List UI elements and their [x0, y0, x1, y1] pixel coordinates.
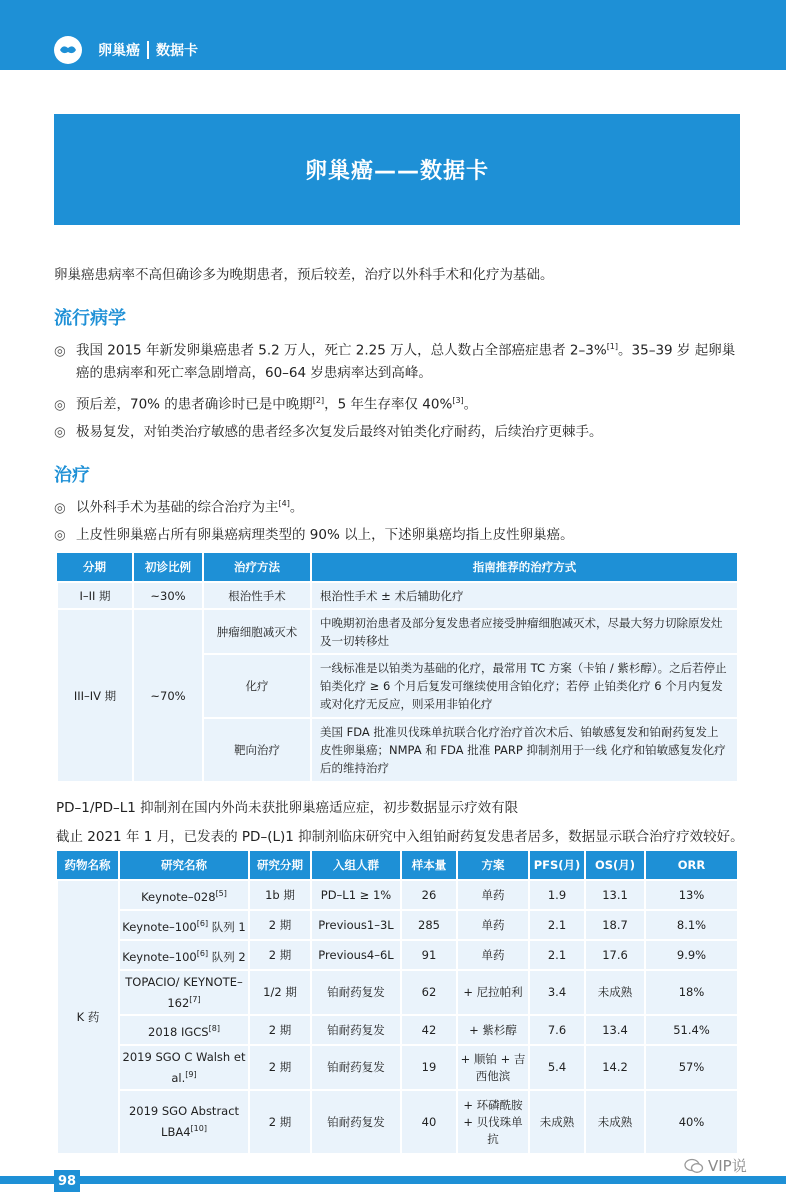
n-cell: 19 [401, 1045, 457, 1090]
pfs-cell: 7.6 [529, 1015, 585, 1045]
watermark-text: VIP说 [708, 1157, 747, 1175]
os-cell: 未成熟 [585, 1090, 645, 1154]
orr-cell: 13% [645, 880, 738, 910]
guideline-cell: 中晚期初治患者及部分复发患者应接受肿瘤细胞减灭术，尽最大努力切除原发灶及一切转移灶 [311, 609, 738, 654]
phase-cell: 2 期 [249, 1015, 311, 1045]
header-cell: 治疗方法 [203, 553, 311, 582]
n-cell: 285 [401, 910, 457, 940]
method-cell: 肿瘤细胞减灭术 [203, 609, 311, 654]
n-cell: 91 [401, 940, 457, 970]
ratio-cell: ~30% [133, 582, 203, 609]
wechat-icon [684, 1158, 704, 1174]
os-cell: 18.7 [585, 910, 645, 940]
regimen-cell: 单药 [457, 910, 529, 940]
n-cell: 62 [401, 970, 457, 1015]
study-cell: Keynote–100[6] 队列 2 [119, 940, 249, 970]
stage-cell: I–II 期 [57, 582, 133, 609]
header-brand [98, 40, 198, 60]
header-cell: 样本量 [401, 851, 457, 880]
header-cell: PFS(月) [529, 851, 585, 880]
orr-cell: 51.4% [645, 1015, 738, 1045]
table-row [57, 609, 738, 654]
phase-cell: 2 期 [249, 910, 311, 940]
stage-cell: III–IV 期 [57, 609, 133, 782]
pfs-cell: 未成熟 [529, 1090, 585, 1154]
method-cell: 根治性手术 [203, 582, 311, 609]
top-banner [0, 0, 786, 70]
pfs-cell: 3.4 [529, 970, 585, 1015]
method-cell: 靶向治疗 [203, 718, 311, 782]
os-cell: 13.4 [585, 1015, 645, 1045]
header-cell: ORR [645, 851, 738, 880]
logo-icon [54, 36, 82, 64]
os-cell: 17.6 [585, 940, 645, 970]
table-row [57, 910, 738, 940]
regimen-cell: + 环磷酰胺 + 贝伐珠单抗 [457, 1090, 529, 1154]
header-cell: 研究名称 [119, 851, 249, 880]
epi-bullet-2: ◎ 预后差，70% 的患者确诊时已是中晚期[2]，5 年生存率仅 40%[3]。 [54, 390, 744, 416]
header-cell: 药物名称 [57, 851, 119, 880]
epi-bullet-1: ◎ 我国 2015 年新发卵巢癌患者 5.2 万人，死亡 2.25 万人，总人数占全部癌症患者 2–3%[1]。35–39 岁 起卵巢 癌的患病率和死亡率急剧增高，60–64 岁患病率达到高峰。 [54, 336, 744, 384]
table-row [57, 970, 738, 1015]
phase-cell: 2 期 [249, 940, 311, 970]
method-cell: 化疗 [203, 654, 311, 718]
pop-cell: PD–L1 ≥ 1% [311, 880, 401, 910]
bullet-icon: ◎ [54, 396, 66, 413]
guideline-cell: 一线标准是以铂类为基础的化疗，最常用 TC 方案（卡铂 / 紫杉醇）。之后若停止铂类化疗 ≥ 6 个月后复发可继续使用含铂化疗；若停 止铂类化疗 6 个月内复发或对化疗无反应，则采用非铂化疗 [311, 654, 738, 718]
pop-cell: 铂耐药复发 [311, 1090, 401, 1154]
bullet-icon: ◎ [54, 527, 66, 543]
watermark [680, 1155, 751, 1176]
study-cell: Keynote–028[5] [119, 880, 249, 910]
orr-cell: 8.1% [645, 910, 738, 940]
header-cell: 方案 [457, 851, 529, 880]
page-title-box [54, 114, 740, 225]
header-cell: 初诊比例 [133, 553, 203, 582]
study-cell: Keynote–100[6] 队列 1 [119, 910, 249, 940]
study-cell: 2019 SGO Abstract LBA4[10] [119, 1090, 249, 1154]
header-cell: 指南推荐的治疗方式 [311, 553, 738, 582]
os-cell: 未成熟 [585, 970, 645, 1015]
table-header-row [57, 553, 738, 582]
page-number: 98 [54, 1170, 80, 1192]
study-cell: TOPACIO/ KEYNOTE–162[7] [119, 970, 249, 1015]
intro-text: 卵巢癌患病率不高但确诊多为晚期患者，预后较差，治疗以外科手术和化疗为基础。 [54, 267, 554, 283]
header-cell: 分期 [57, 553, 133, 582]
orr-cell: 57% [645, 1045, 738, 1090]
pd1-summary: PD–1/PD–L1 抑制剂在国内外尚未获批卵巢癌适应症，初步数据显示疗效有限 [56, 800, 519, 816]
treat-bullet-2: ◎ 上皮性卵巢癌占所有卵巢癌病理类型的 90% 以上，下述卵巢癌均指上皮性卵巢癌。 [54, 524, 744, 546]
page-title: 卵巢癌——数据卡 [304, 159, 489, 184]
pop-cell: 铂耐药复发 [311, 1045, 401, 1090]
n-cell: 40 [401, 1090, 457, 1154]
n-cell: 42 [401, 1015, 457, 1045]
ratio-cell: ~70% [133, 609, 203, 782]
epi-bullet-3: ◎ 极易复发，对铂类治疗敏感的患者经多次复发后最终对铂类化疗耐药，后续治疗更棘手。 [54, 421, 744, 443]
pop-cell: Previous1–3L [311, 910, 401, 940]
pop-cell: 铂耐药复发 [311, 970, 401, 1015]
n-cell: 26 [401, 880, 457, 910]
regimen-cell: + 尼拉帕利 [457, 970, 529, 1015]
regimen-cell: 单药 [457, 940, 529, 970]
table-header-row [57, 851, 738, 880]
guideline-cell: 根治性手术 ± 术后辅助化疗 [311, 582, 738, 609]
orr-cell: 40% [645, 1090, 738, 1154]
brand-name: 卵巢癌 [98, 43, 140, 59]
pfs-cell: 1.9 [529, 880, 585, 910]
table-row [57, 940, 738, 970]
brand-section: 数据卡 [156, 43, 198, 59]
regimen-cell: + 顺铂 + 吉西他滨 [457, 1045, 529, 1090]
pfs-cell: 2.1 [529, 910, 585, 940]
orr-cell: 9.9% [645, 940, 738, 970]
footer-bar [0, 1176, 786, 1184]
treatment-table [56, 553, 739, 783]
phase-cell: 1b 期 [249, 880, 311, 910]
treat-bullet-1: ◎ 以外科手术为基础的综合治疗为主[4]。 [54, 493, 744, 519]
pfs-cell: 2.1 [529, 940, 585, 970]
guideline-cell: 美国 FDA 批准贝伐珠单抗联合化疗治疗首次术后、铂敏感复发和铂耐药复发上皮性卵巢癌；NMPA 和 FDA 批准 PARP 抑制剂用于一线 化疗和铂敏感复发化疗后的维持治疗 [311, 718, 738, 782]
header-cell: OS(月) [585, 851, 645, 880]
treat-heading: 治疗 [54, 465, 90, 486]
bullet-icon: ◎ [54, 424, 66, 440]
header-cell: 入组人群 [311, 851, 401, 880]
os-cell: 13.1 [585, 880, 645, 910]
orr-cell: 18% [645, 970, 738, 1015]
table-row [57, 582, 738, 609]
table-row [57, 1045, 738, 1090]
table-row [57, 1090, 738, 1154]
study-cell: 2019 SGO C Walsh et al.[9] [119, 1045, 249, 1090]
phase-cell: 2 期 [249, 1045, 311, 1090]
drug-cell: K 药 [57, 880, 119, 1154]
study-cell: 2018 IGCS[8] [119, 1015, 249, 1045]
brand-separator [147, 41, 149, 59]
pop-cell: Previous4–6L [311, 940, 401, 970]
phase-cell: 1/2 期 [249, 970, 311, 1015]
phase-cell: 2 期 [249, 1090, 311, 1154]
pd1-detail: 截止 2021 年 1 月，已发表的 PD–(L)1 抑制剂临床研究中入组铂耐药复发患者居多，数据显示联合治疗疗效较好。 [56, 829, 744, 845]
table-row [57, 1015, 738, 1045]
bullet-icon: ◎ [54, 499, 66, 516]
table-row [57, 880, 738, 910]
regimen-cell: 单药 [457, 880, 529, 910]
pop-cell: 铂耐药复发 [311, 1015, 401, 1045]
bullet-icon: ◎ [54, 342, 66, 359]
regimen-cell: + 紫杉醇 [457, 1015, 529, 1045]
header-cell: 研究分期 [249, 851, 311, 880]
epi-heading: 流行病学 [54, 308, 126, 329]
os-cell: 14.2 [585, 1045, 645, 1090]
pfs-cell: 5.4 [529, 1045, 585, 1090]
pd1-trials-table [56, 851, 739, 1155]
